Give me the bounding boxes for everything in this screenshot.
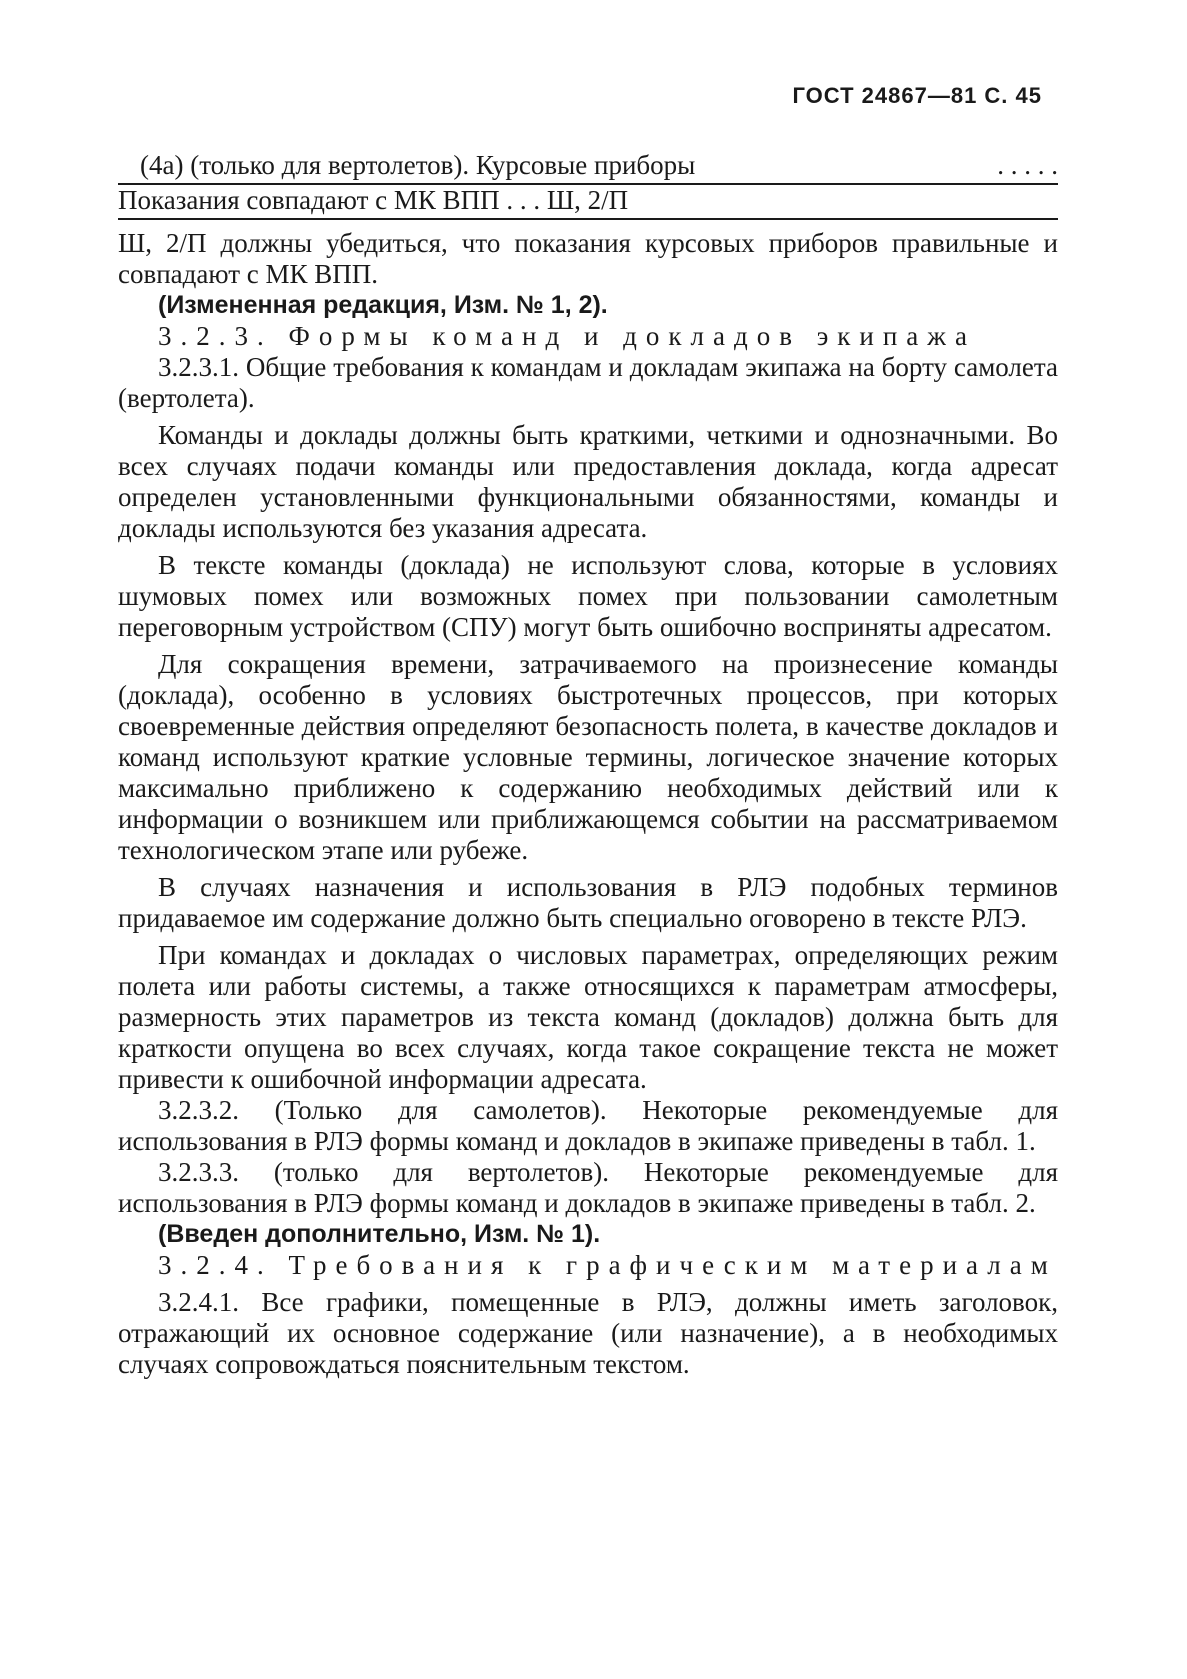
section-heading: 3.2.3. Формы команд и докладов экипажа [158, 321, 976, 351]
checklist-answer-row: Показания совпадают с МК ВПП . . . Ш, 2/П [118, 185, 1058, 220]
paragraph: В случаях назначения и использования в РЛЭ подобных терминов придаваемое им содержание должно быть специально оговорено в тексте РЛЭ. [118, 872, 1058, 933]
paragraph: В тексте команды (доклада) не используют слова, которые в условиях шумовых помех или возможных помех при пользовании самолетным переговорным устройством (СПУ) могут быть ошибочно восприняты адресатом. [118, 550, 1058, 642]
amendment-note: (Измененная редакция, Изм. № 1, 2). [158, 291, 608, 319]
page-header: ГОСТ 24867—81 С. 45 [792, 83, 1042, 108]
paragraph: 3.2.3.3. (только для вертолетов). Некоторые рекомендуемые для использования в РЛЭ формы команд и докладов в экипаже приведены в табл. 2. [118, 1157, 1058, 1218]
checklist-item-row [118, 150, 1058, 185]
paragraph: 3.2.3.1. Общие требования к командам и докладам экипажа на борту самолета (вертолета). [118, 352, 1058, 413]
checklist-item-label: (4а) (только для вертолетов). Курсовые приборы [140, 150, 696, 180]
amendment-note: (Введен дополнительно, Изм. № 1). [158, 1220, 601, 1248]
paragraph: 3.2.3.2. (Только для самолетов). Некоторые рекомендуемые для использования в РЛЭ формы команд и докладов в экипаже приведены в табл. 1. [118, 1095, 1058, 1156]
paragraph: При командах и докладах о числовых параметрах, определяющих режим полета или работы системы, а также относящихся к параметрам атмосферы, размерность этих параметров из текста команд (докладов) должна быть для краткости опущена во всех случаях, когда такое сокращение текста не может привести к ошибочной информации адресата. [118, 940, 1058, 1094]
paragraph: 3.2.4.1. Все графики, помещенные в РЛЭ, должны иметь заголовок, отражающий их основное содержание (или назначение), а в необходимых случаях сопровождаться пояснительным текстом. [118, 1287, 1058, 1379]
paragraph: Ш, 2/П должны убедиться, что показания курсовых приборов правильные и совпадают с МК ВПП. [118, 228, 1058, 289]
section-heading: 3.2.4. Требования к графическим материалам [158, 1250, 1057, 1280]
paragraph: Для сокращения времени, затрачиваемого на произнесение команды (доклада), особенно в условиях быстротечных процессов, при которых своевременные действия определяют безопасность полета, в качестве докладов и команд используют краткие условные термины, логическое значение которых максимально приближено к содержанию необходимых действий или к информации о возникшем или приближающемся событии на рассматриваемом технологическом этапе или рубеже. [118, 649, 1058, 865]
paragraph: Команды и доклады должны быть краткими, четкими и однозначными. Во всех случаях подачи команды или предоставления доклада, когда адресат определен установленными функциональными обязанностями, команды и доклады используются без указания адресата. [118, 420, 1058, 543]
checklist-item-dots: . . . . . [997, 150, 1058, 180]
body-text [118, 150, 1058, 1380]
